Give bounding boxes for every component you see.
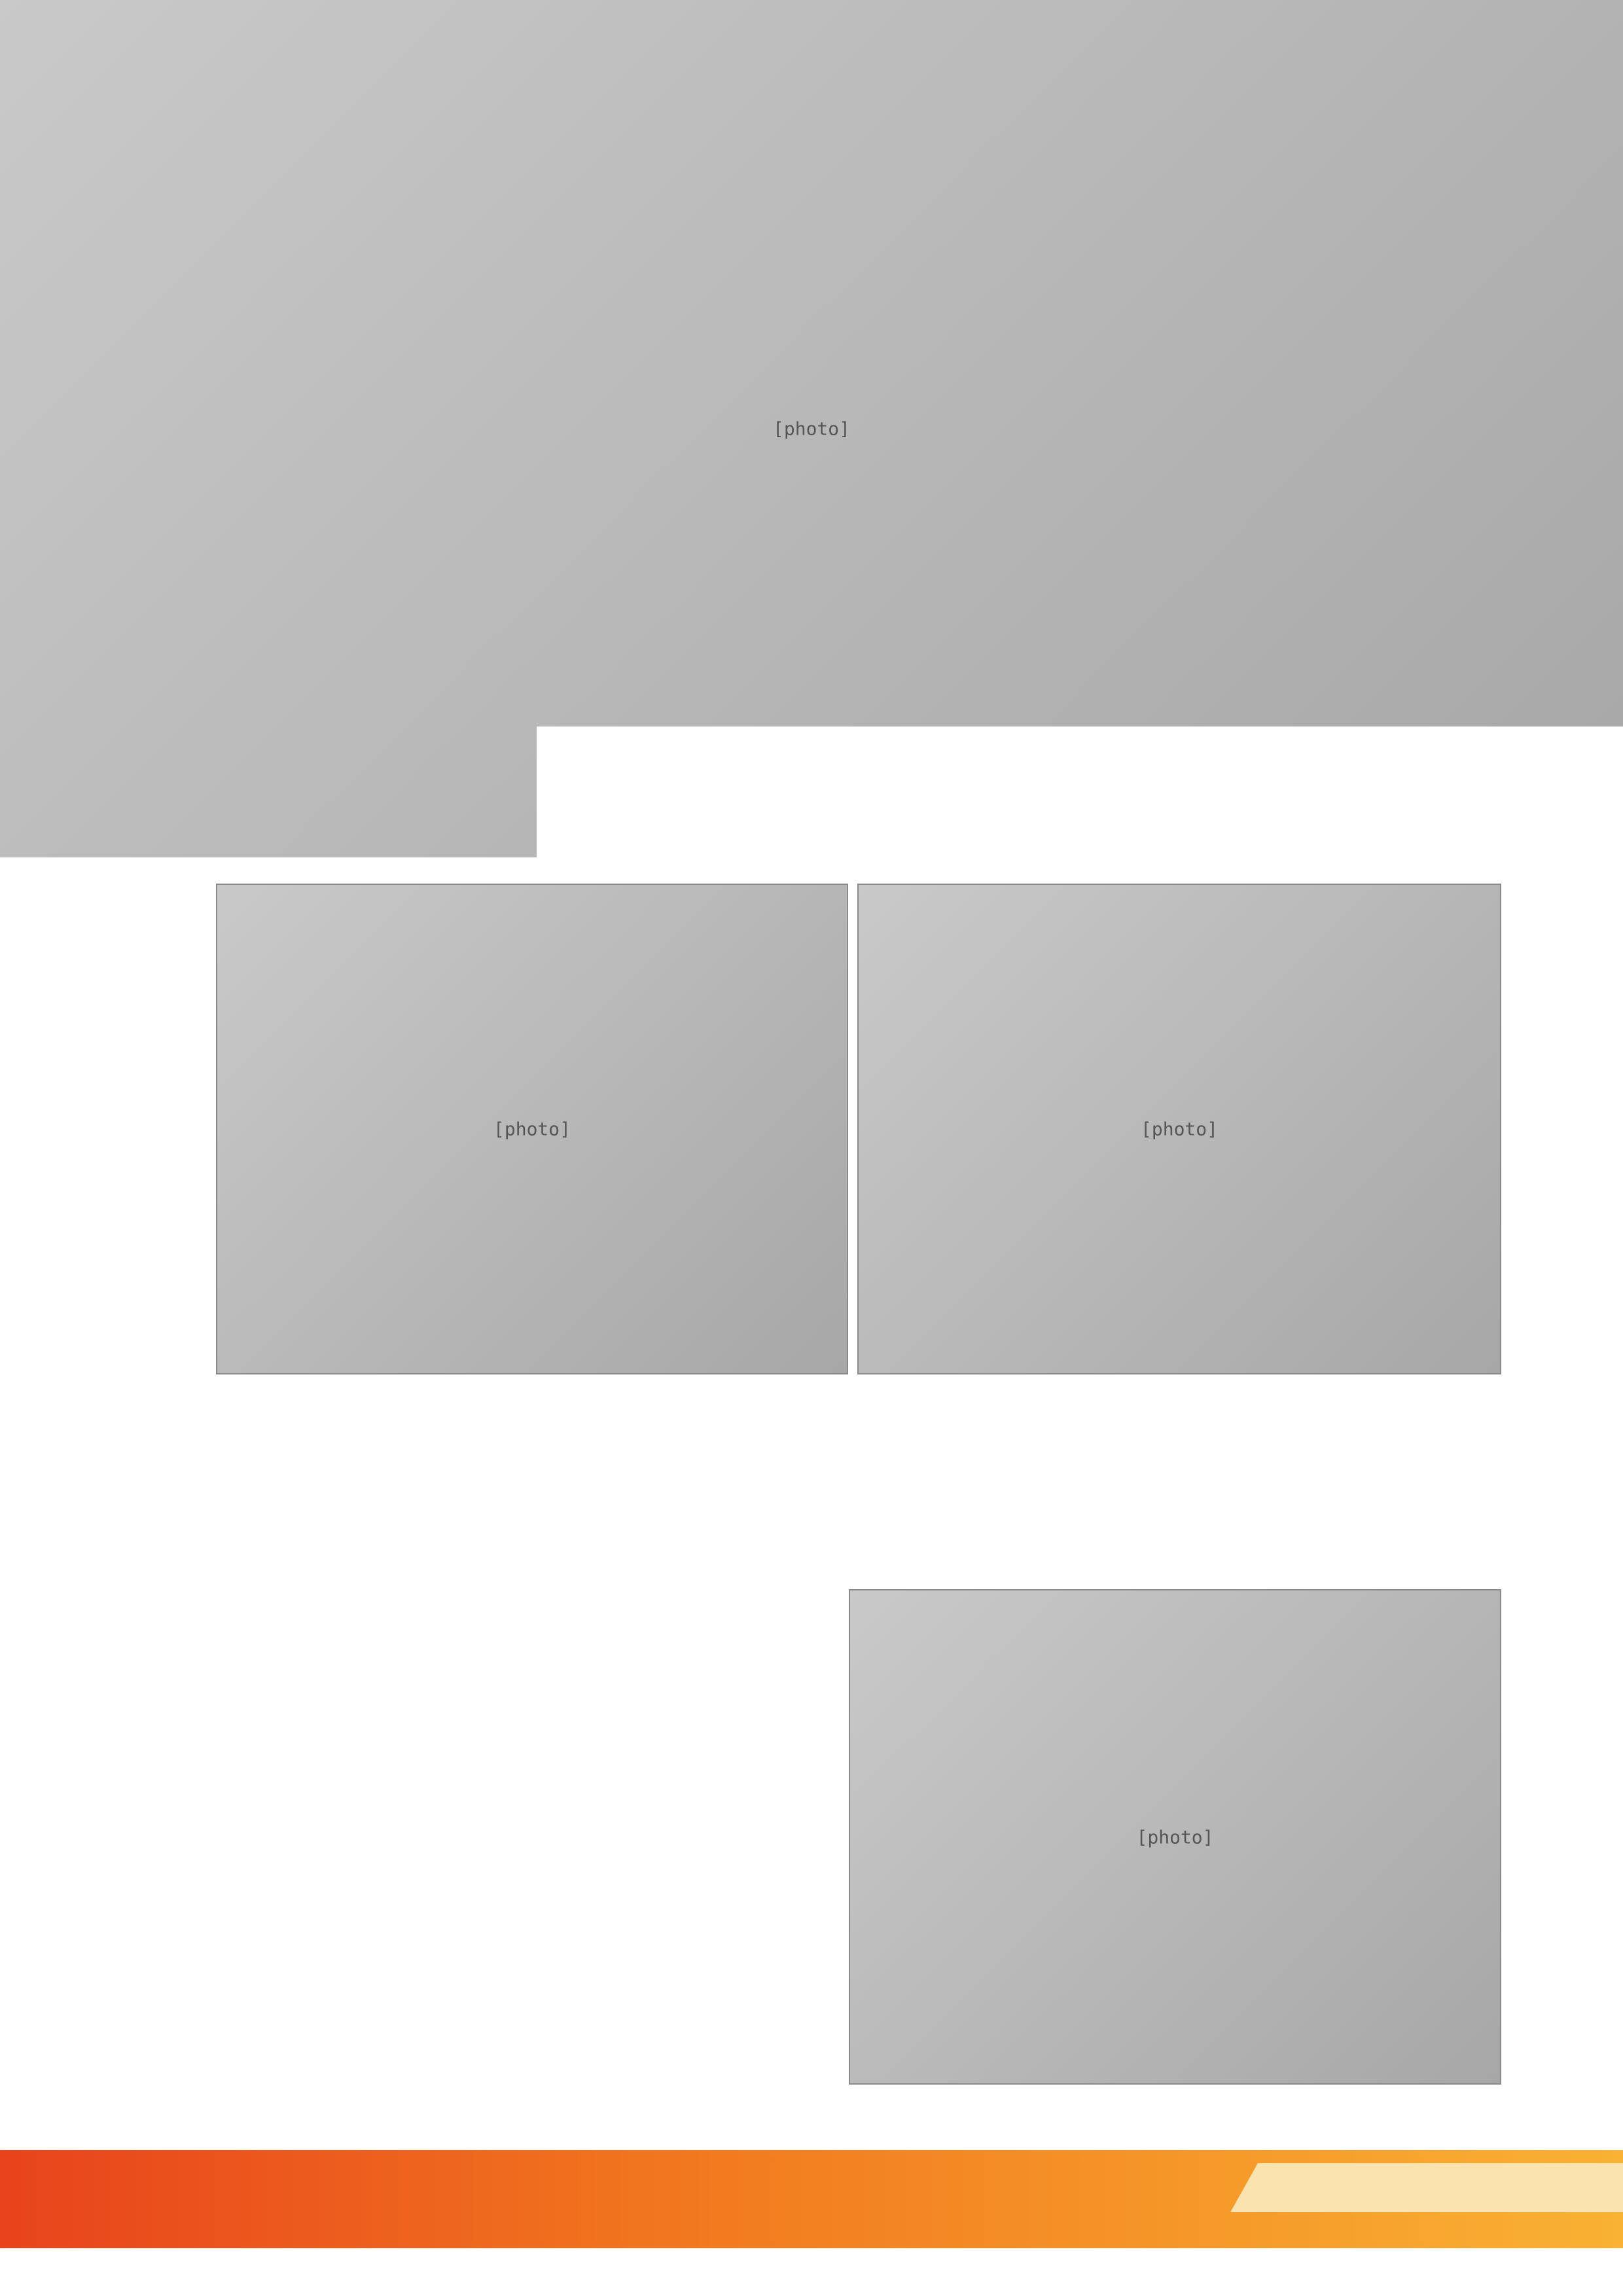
article-body [216,1577,831,2108]
award-photo-right [857,884,1501,1374]
photo-placeholder-label: [photo] [1136,1826,1214,1848]
footer-brand [39,2172,380,2227]
award-photo-left [216,884,848,1374]
page-number [746,2166,877,2232]
photo-caption [216,1391,1501,1551]
audience-photo [849,1589,1501,2085]
issue-date [1276,2169,1603,2208]
photo-placeholder-label: [photo] [772,418,851,440]
photo-placeholder-label: [photo] [1140,1118,1219,1140]
photo-placeholder-label: [photo] [493,1118,571,1140]
headline-box [537,726,1623,857]
